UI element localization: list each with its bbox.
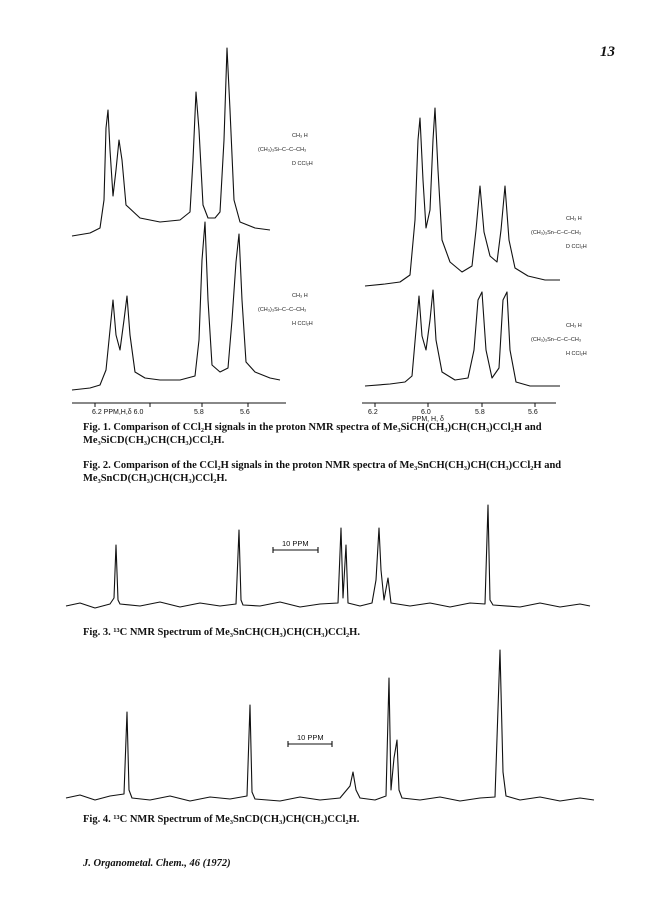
svg-text:H CCl₂H: H CCl₂H xyxy=(292,321,313,327)
svg-text:(CH₃)₃Si–C–C–CH₃: (CH₃)₃Si–C–C–CH₃ xyxy=(258,307,307,313)
fig1-tick-label: 6.2 PPM,H,δ 6.0 xyxy=(92,409,144,416)
fig2-ticks xyxy=(375,403,535,407)
fig1-tick-label: 5.8 xyxy=(194,409,204,416)
svg-text:CH₃ H: CH₃ H xyxy=(566,216,582,222)
fig1-spectrum-bottom xyxy=(72,222,280,390)
fig3-caption: Fig. 3. ¹³C NMR Spectrum of Me₃SnCH(CH₃)CH(CH₃)CCl₂H. xyxy=(83,627,360,638)
fig4-spectrum xyxy=(66,650,594,801)
fig4-scale-label: 10 PPM xyxy=(297,733,324,742)
svg-text:CH₃ H: CH₃ H xyxy=(566,323,582,329)
svg-text:D CCl₂H: D CCl₂H xyxy=(292,161,313,167)
fig1-caption: Fig. 1. Comparison of CCl₂H signals in the proton NMR spectra of Me₃SiCH(CH₃)CH(CH₃)CCl₂H and Me₃SiCD(CH₃)CH(CH₃)CCl₂H. xyxy=(83,422,542,446)
svg-text:(CH₃)₃Sn–C–C–CH₃: (CH₃)₃Sn–C–C–CH₃ xyxy=(531,230,582,236)
fig1-structure-bottom xyxy=(258,293,313,327)
svg-text:CH₃ H: CH₃ H xyxy=(292,293,308,299)
svg-text:(CH₃)₃Si–C–C–CH₃: (CH₃)₃Si–C–C–CH₃ xyxy=(258,147,307,153)
fig1-tick-label: 5.6 xyxy=(240,409,250,416)
fig2-axis-label: PPM, H, δ xyxy=(412,416,444,423)
page-number: 13 xyxy=(600,44,615,60)
fig4-caption: Fig. 4. ¹³C NMR Spectrum of Me₃SnCD(CH₃)CH(CH₃)CCl₂H. xyxy=(83,814,360,825)
fig1-structure-top xyxy=(258,133,313,167)
fig1-spectrum-top xyxy=(72,48,270,236)
fig2-tick-label: 5.6 xyxy=(528,409,538,416)
fig2-tick-label: 6.2 xyxy=(368,409,378,416)
fig2-caption: Fig. 2. Comparison of the CCl₂H signals in the proton NMR spectra of Me₃SnCH(CH₃)CH(CH₃)CCl₂H and Me₃SnCD(CH₃)CH(CH₃)CCl₂H. xyxy=(83,460,562,484)
fig1-ticks xyxy=(95,403,248,407)
svg-text:CH₃ H: CH₃ H xyxy=(292,133,308,139)
svg-text:D CCl₂H: D CCl₂H xyxy=(566,244,587,250)
journal-citation: J. Organometal. Chem., 46 (1972) xyxy=(83,858,231,869)
fig2-tick-label: 5.8 xyxy=(475,409,485,416)
fig3-spectrum xyxy=(66,505,590,608)
fig2-structure-bottom xyxy=(531,323,587,357)
svg-text:H CCl₂H: H CCl₂H xyxy=(566,351,587,357)
fig2-structure-top xyxy=(531,216,587,250)
svg-text:(CH₃)₃Sn–C–C–CH₃: (CH₃)₃Sn–C–C–CH₃ xyxy=(531,337,582,343)
fig2-spectrum-top xyxy=(365,108,560,286)
fig3-scale-label: 10 PPM xyxy=(282,539,309,548)
fig2-tick-label: 6.0 xyxy=(421,409,431,416)
